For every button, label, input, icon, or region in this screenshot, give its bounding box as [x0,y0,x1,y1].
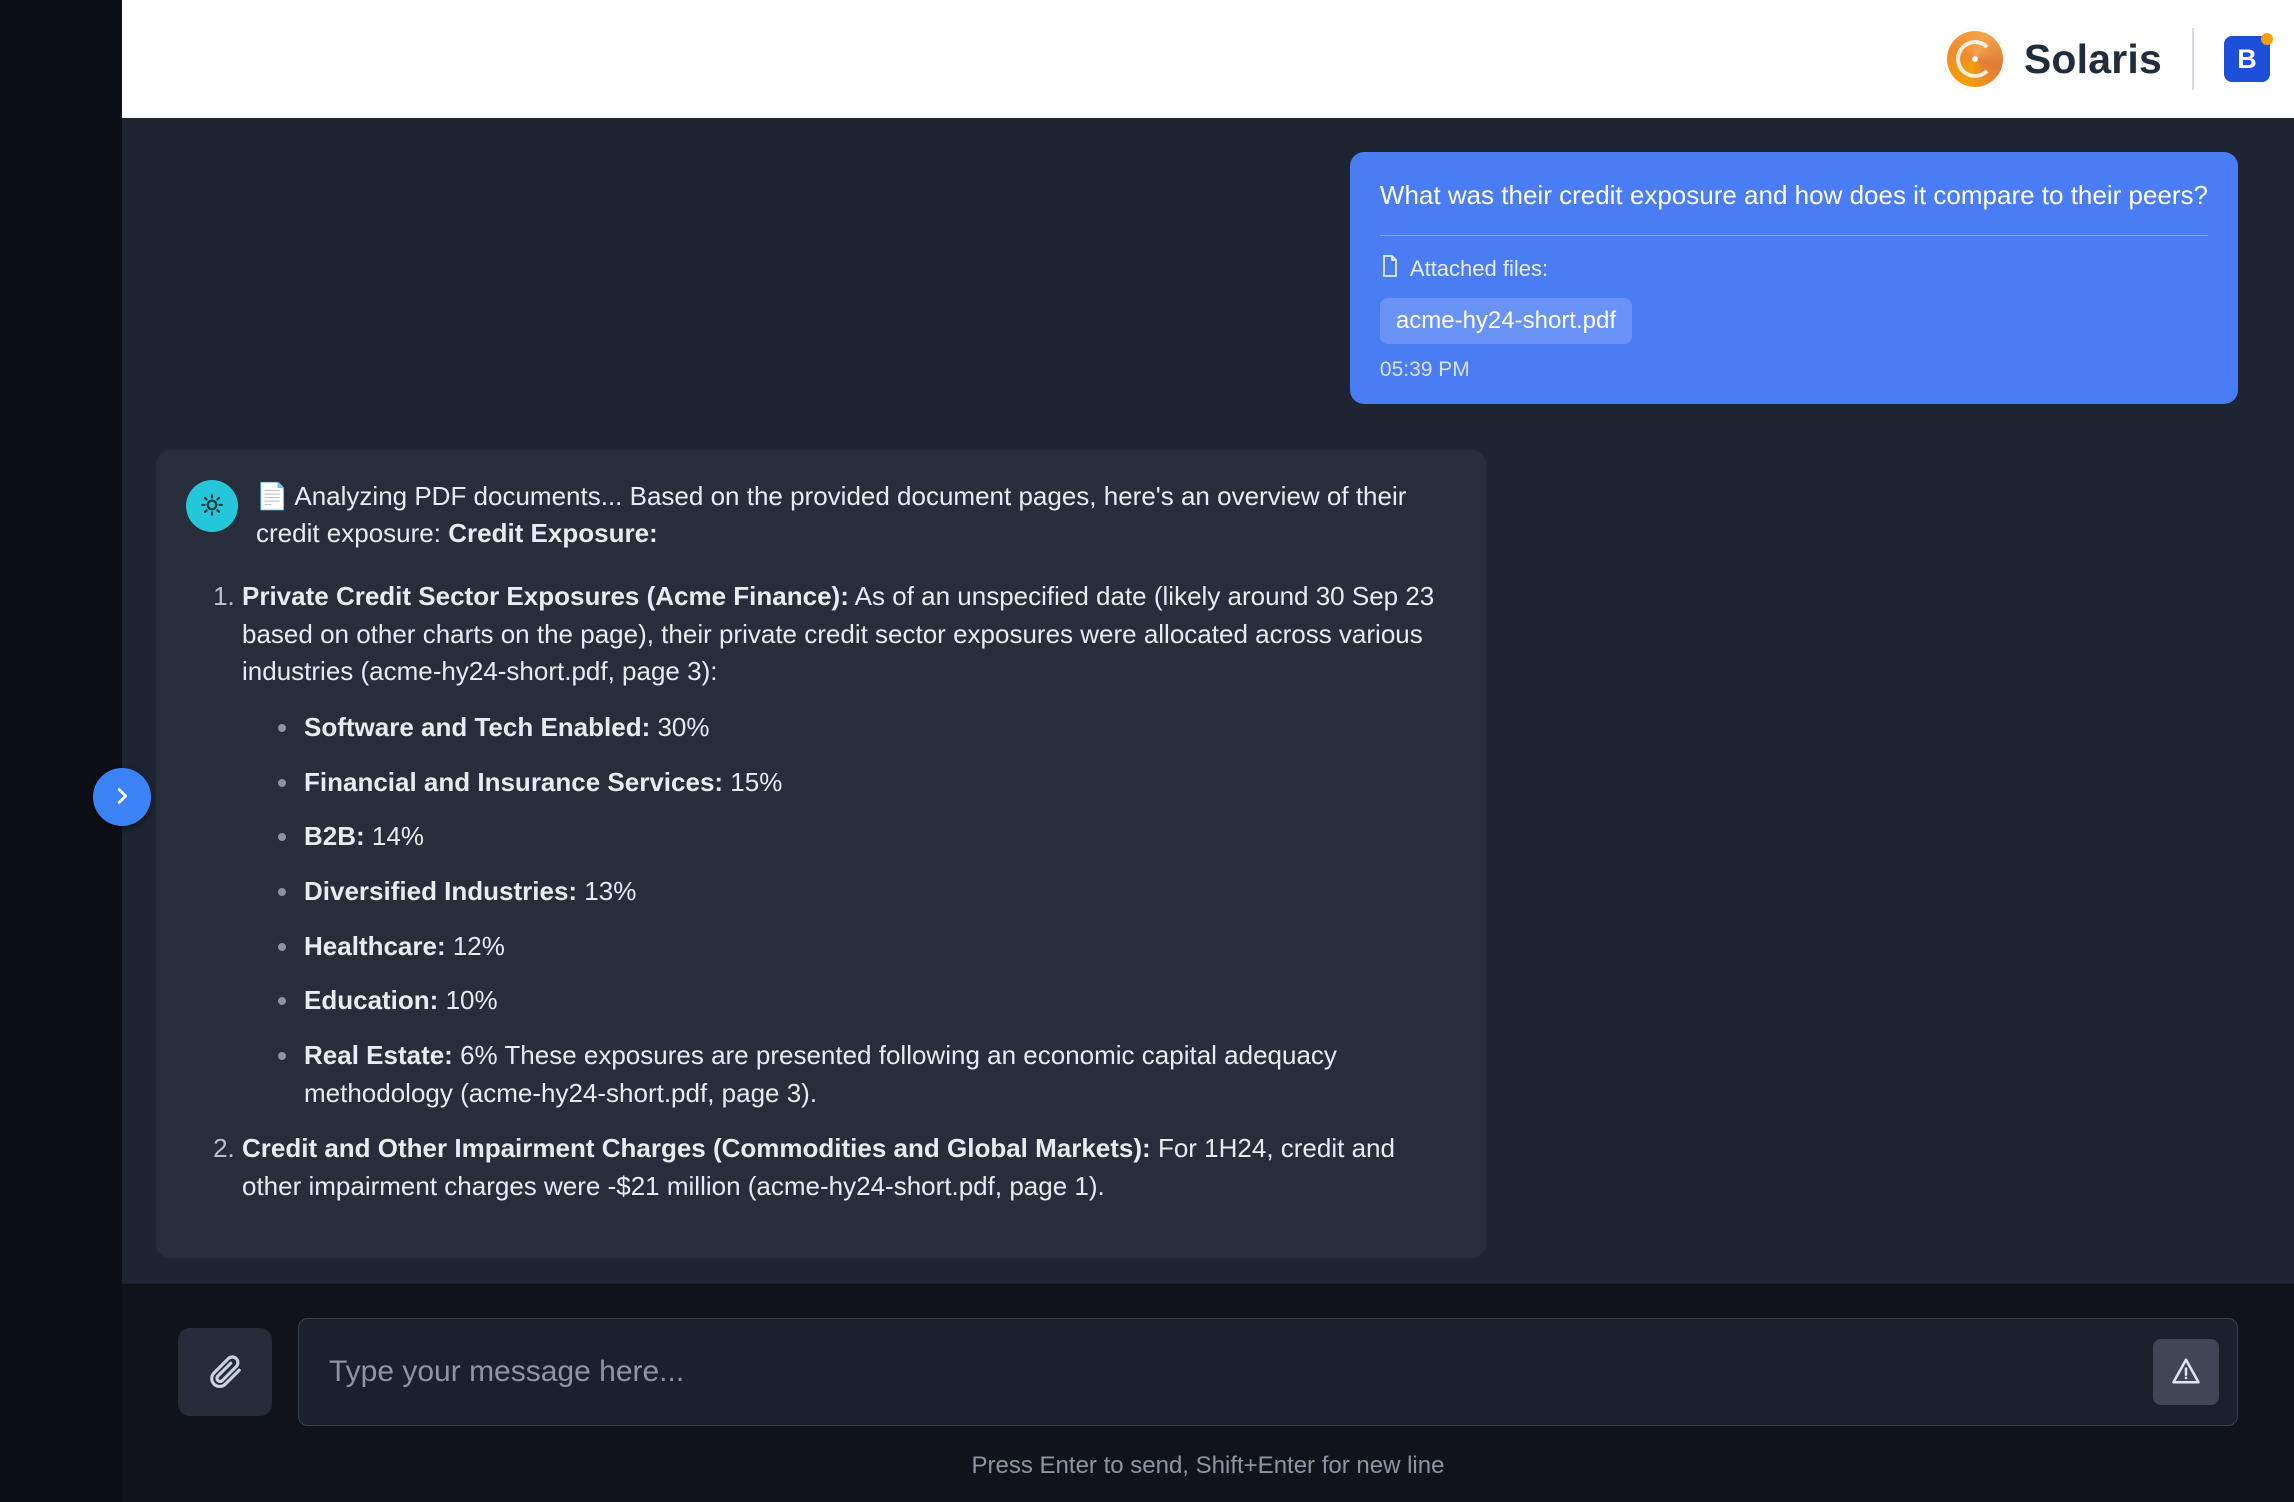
sub-item-text: 13% [577,876,637,907]
send-warning-icon [2171,1356,2201,1389]
list-item [242,1130,1452,1205]
bot-message-header [186,478,1452,552]
sub-item-text: 12% [445,930,505,961]
sub-item-title: Diversified Industries: [304,876,578,907]
sub-item-text: 6% These exposures are presented following an economic capital adequacy methodology (acme-hy24-short.pdf, page 3). [304,1040,1337,1108]
lightbulb-icon [186,480,238,532]
composer-hint: Press Enter to send, Shift+Enter for new line [971,1452,1445,1479]
account-badge[interactable] [2224,36,2270,82]
sub-item-text: 15% [723,766,783,797]
header-divider [2192,28,2194,90]
list-item [278,1037,1452,1112]
user-message-time: 05:39 PM [1379,358,1470,382]
sub-item-title: Healthcare: [304,930,446,961]
attached-files-label: Attached files: [1409,256,1549,282]
composer-row [178,1318,2238,1426]
bot-message-bubble [156,450,1486,1258]
bot-intro-text [256,478,1452,552]
user-message-row [156,152,2238,404]
message-input[interactable] [327,1354,2153,1390]
main-column [122,0,2294,1502]
send-button[interactable] [2153,1339,2219,1405]
list-item [278,764,1452,802]
sub-item-title: Real Estate: [304,1040,453,1071]
list-item [242,578,1452,1113]
bot-numbered-list [186,578,1452,1206]
list-item [278,928,1452,966]
list-item [278,818,1452,856]
sub-item-title: Education: [304,985,439,1016]
list-item-text: As of an unspecified date (likely around 30 Sep 23 based on other charts on the page), their private credit sector exposures were allocated across various industries (acme-hy24-short.pdf, page 3): [242,580,1435,687]
sub-item-text: 14% [364,821,424,852]
sub-item-title: B2B: [304,821,365,852]
user-message-text: What was their credit exposure and how does it compare to their peers? [1380,178,2208,236]
chevron-right-icon [111,785,133,810]
sub-item-text: 10% [438,985,498,1016]
notification-dot-icon [2261,33,2273,45]
attached-files-label-row [1380,254,2208,284]
list-item-title: Private Credit Sector Exposures (Acme Finance): [242,580,849,611]
paperclip-icon [206,1352,244,1393]
account-badge-label: B [2237,43,2257,74]
document-icon [1380,254,1400,284]
app-header [122,0,2294,118]
list-item [278,709,1452,747]
brand [1944,28,2192,90]
sub-item-title: Software and Tech Enabled: [304,711,651,742]
sub-item-title: Financial and Insurance Services: [304,766,724,797]
list-item [278,982,1452,1020]
list-item-text: For 1H24, credit and other impairment charges were -$21 million (acme-hy24-short.pdf, page 1). [242,1133,1395,1202]
chat-transcript [122,118,2294,1283]
sub-item-text: 30% [650,711,710,742]
solaris-spiral-logo-icon [1944,28,2006,90]
sidebar-expand-button[interactable] [93,768,151,826]
left-sidebar [0,0,122,1502]
bot-message-row [156,450,2238,1258]
bot-intro-bold: Credit Exposure: [448,518,658,548]
bot-intro-prefix: Analyzing PDF documents... Based on the provided document pages, here's an overview of their credit exposure: [256,481,1407,548]
brand-name: Solaris [2023,35,2162,82]
page-icon: 📄 [256,481,289,512]
message-input-wrapper[interactable] [298,1318,2238,1426]
list-item [278,873,1452,911]
bot-sub-list [242,709,1452,1113]
attachment-chip[interactable]: acme-hy24-short.pdf [1380,298,1632,344]
attach-file-button[interactable] [178,1328,272,1416]
message-composer [122,1283,2294,1502]
list-item-title: Credit and Other Impairment Charges (Commodities and Global Markets): [242,1133,1151,1164]
user-message-bubble [1350,152,2238,404]
